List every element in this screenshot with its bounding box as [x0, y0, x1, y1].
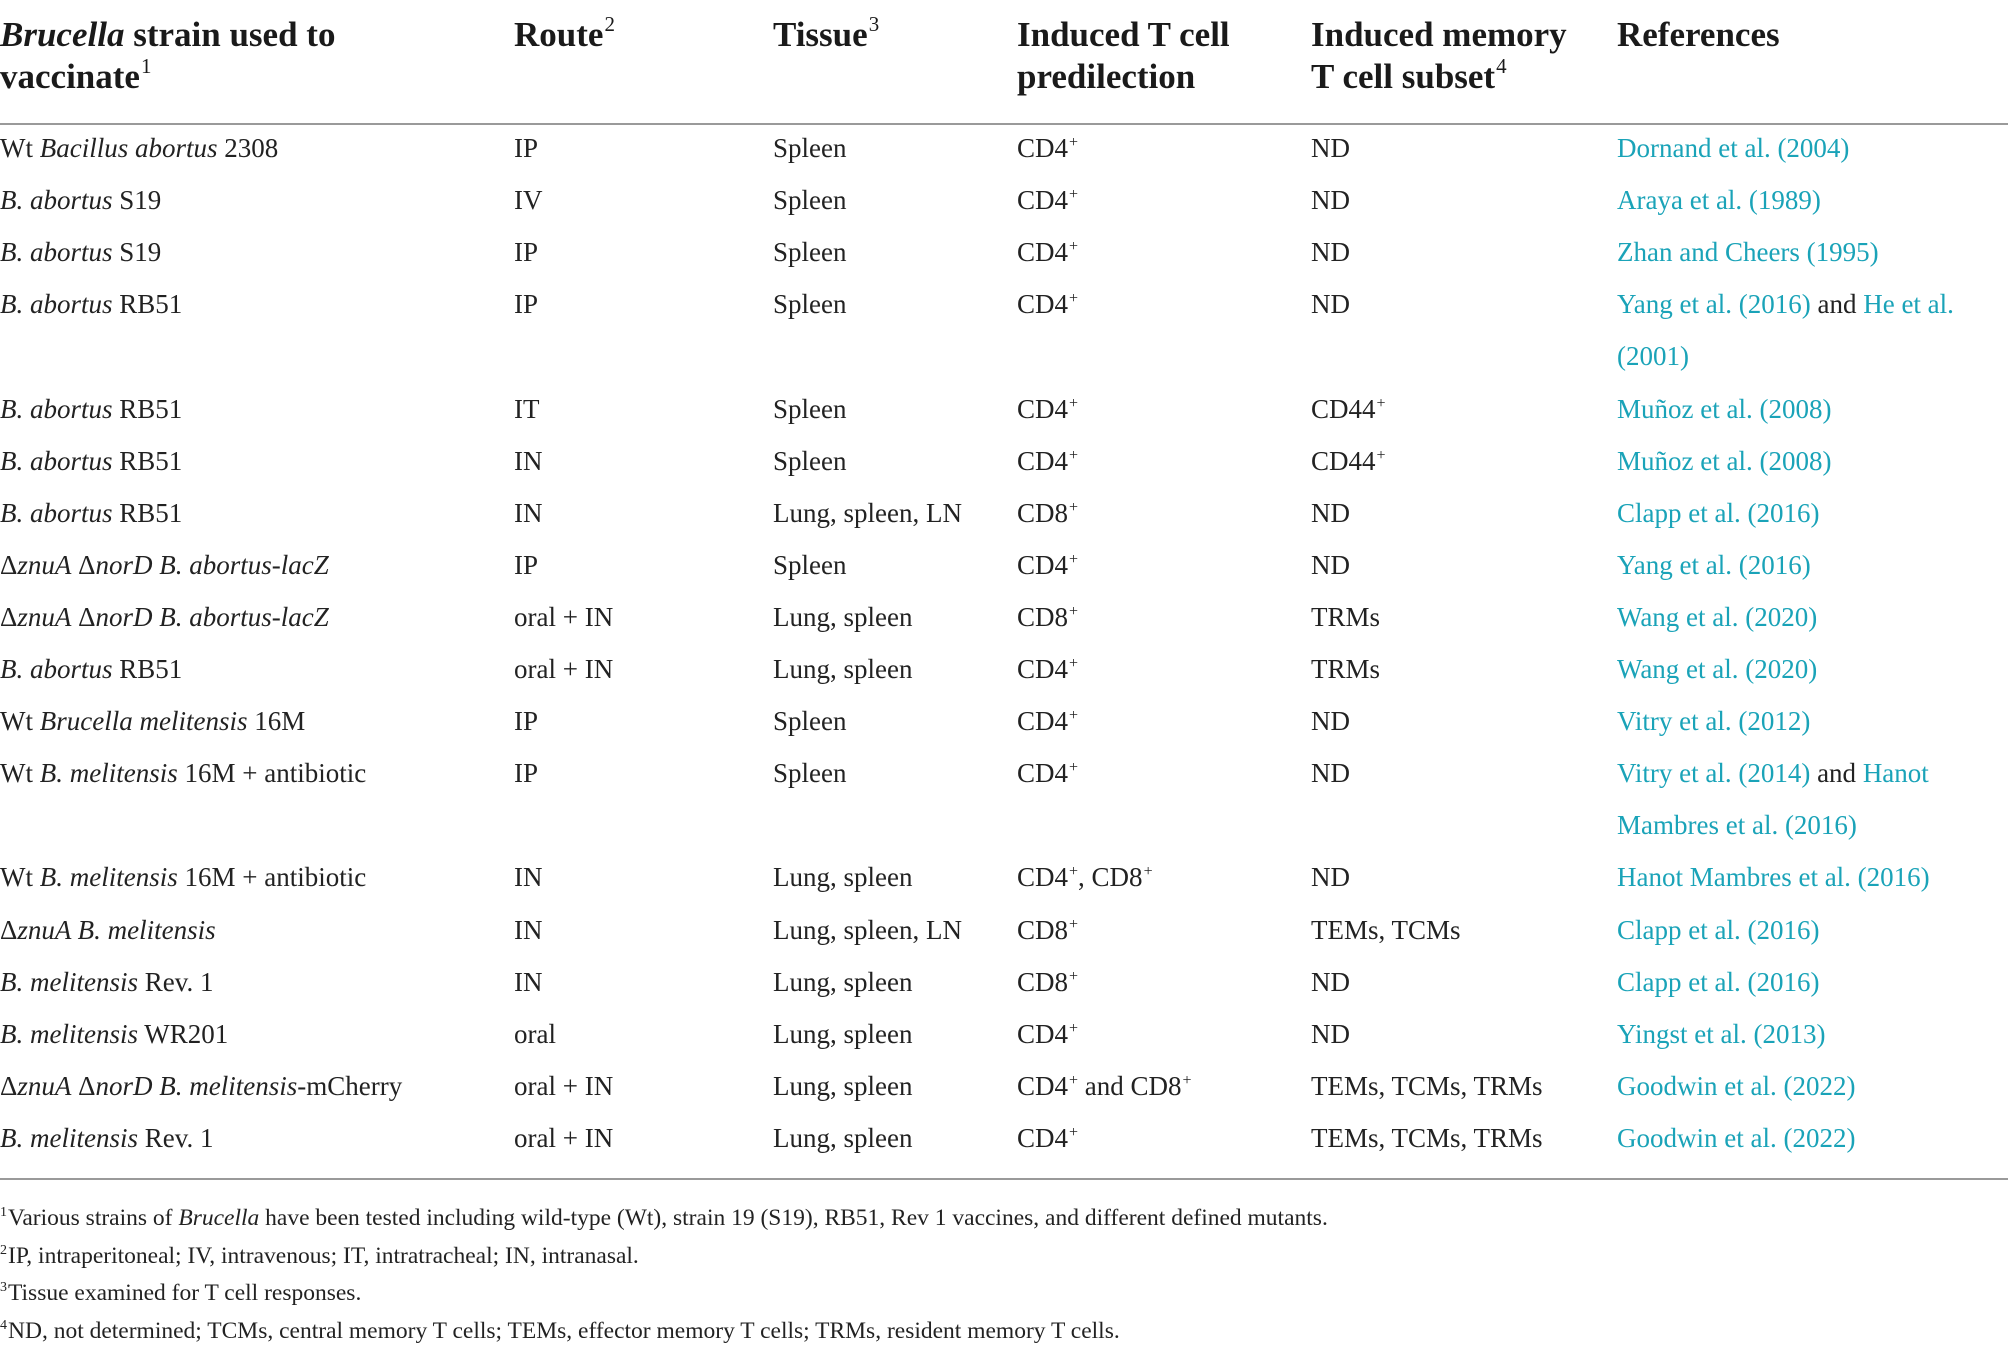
italic-text: B. abortus — [0, 393, 113, 424]
superscript: + — [1069, 498, 1079, 516]
tissue-cell: Spleen — [773, 758, 847, 789]
memory-cell: TEMs, TCMs — [1311, 914, 1461, 945]
tissue-cell: Lung, spleen, LN — [773, 914, 962, 945]
superscript: + — [1376, 394, 1386, 412]
strain-cell — [0, 487, 182, 539]
reference-link[interactable]: Wang et al. (2020) — [1617, 654, 1818, 684]
reference-link[interactable]: Hanot — [1862, 758, 1929, 789]
text-run: S19 — [112, 237, 162, 268]
reference-link[interactable]: (2001) — [1617, 341, 1689, 372]
footnote — [0, 1313, 1120, 1353]
text-run: WR201 — [137, 1018, 229, 1049]
tcell-cell — [1017, 487, 1078, 544]
references-cell — [1617, 1112, 1855, 1164]
memory-cell: ND — [1311, 549, 1350, 580]
strain-cell — [0, 174, 161, 226]
reference-link[interactable]: Mambres et al. (2016) — [1617, 810, 1857, 841]
tissue-cell: Spleen — [773, 393, 847, 424]
reference-link[interactable]: Vitry et al. (2014) — [1617, 758, 1811, 789]
reference-link[interactable]: Wang et al. (2020) — [1617, 601, 1818, 632]
superscript: + — [1182, 1071, 1192, 1089]
route-cell: oral + IN — [514, 654, 614, 684]
text-run: IP, intraperitoneal; IV, intravenous; IT, intratracheal; IN, intranasal. — [8, 1242, 639, 1269]
memory-cell: ND — [1311, 237, 1350, 268]
tcell-cell — [1017, 435, 1078, 492]
footnote — [0, 1200, 1328, 1240]
route-cell: IT — [514, 393, 540, 424]
tcell-cell — [1017, 904, 1078, 961]
superscript: + — [1069, 707, 1079, 725]
text-run: RB51 — [112, 654, 183, 684]
tissue-cell: Lung, spleen — [773, 601, 913, 632]
table-row — [0, 591, 2008, 643]
table-row-continuation — [0, 330, 2008, 382]
text-run: Δ — [0, 601, 18, 632]
memory-cell: ND — [1311, 185, 1350, 216]
references-cell — [1617, 122, 1849, 174]
header-memory-text: Induced memory — [1311, 15, 1567, 54]
header-route — [514, 14, 615, 60]
header-tissue-text: Tissue — [773, 15, 868, 54]
superscript: + — [1069, 238, 1079, 256]
tcell-marker: CD4 — [1017, 1018, 1069, 1049]
header-strain — [0, 14, 335, 102]
tissue-cell: Lung, spleen — [773, 1122, 913, 1153]
header-references-text: References — [1617, 15, 1780, 54]
strain-cell — [0, 695, 305, 747]
references-cell — [1617, 904, 1819, 956]
text-run: Wt — [0, 133, 40, 163]
table-row — [0, 122, 2008, 174]
italic-text: B. abortus — [0, 497, 113, 528]
footnote-marker: 4 — [0, 1317, 7, 1333]
tissue-cell: Lung, spleen, LN — [773, 497, 962, 528]
tcell-cell — [1017, 383, 1078, 440]
header-route-sup: 2 — [604, 12, 615, 36]
references-cell — [1617, 435, 1831, 487]
reference-link[interactable]: Muñoz et al. (2008) — [1617, 393, 1832, 424]
tcell-marker: CD4 — [1017, 1122, 1069, 1153]
italic-text: znuA — [17, 601, 72, 632]
table-row — [0, 1008, 2008, 1060]
table-row-continuation — [0, 799, 2008, 851]
references-cell — [1617, 383, 1831, 435]
strain-cell — [0, 1008, 228, 1060]
memory-cell: TEMs, TCMs, TRMs — [1311, 1070, 1543, 1101]
tcell-cell — [1017, 174, 1078, 231]
text-run: 2308 — [217, 133, 279, 163]
text-run: Δ — [0, 914, 18, 945]
strain-cell — [0, 435, 182, 487]
superscript: + — [1069, 863, 1079, 881]
italic-text: B. abortus — [0, 237, 113, 268]
table-row — [0, 383, 2008, 435]
memory-cell: ND — [1311, 862, 1350, 893]
reference-link[interactable]: Araya et al. (1989) — [1617, 185, 1821, 216]
italic-text: B. melitensis — [39, 758, 178, 789]
superscript: + — [1069, 290, 1079, 308]
memory-cell: TRMs — [1311, 601, 1381, 632]
header-strain-line2: vaccinate — [0, 57, 140, 96]
tissue-cell: Spleen — [773, 237, 847, 268]
tcell-marker: CD8 — [1017, 914, 1069, 945]
tcell-marker: CD4 — [1017, 445, 1069, 476]
table-row — [0, 226, 2008, 278]
header-references — [1617, 14, 1780, 56]
tcell-marker: CD8 — [1017, 601, 1069, 632]
route-cell: IP — [514, 549, 539, 580]
text-run: 16M + antibiotic — [177, 758, 367, 789]
strain-cell — [0, 383, 182, 435]
italic-text: norD B. abortus-lacZ — [95, 601, 329, 632]
text-run: ND, not determined; TCMs, central memory T cells; TEMs, effector memory T cells; TRMs, resident memory T cells. — [8, 1317, 1120, 1344]
text-run: Tissue examined for T cell responses. — [8, 1280, 362, 1306]
reference-link[interactable]: Dornand et al. (2004) — [1617, 133, 1850, 163]
italic-text: B. melitensis — [39, 862, 178, 893]
italic-text: B. abortus — [0, 445, 113, 476]
route-cell: IP — [514, 237, 539, 268]
route-cell: oral — [514, 1018, 556, 1049]
table-row — [0, 174, 2008, 226]
reference-link[interactable]: Muñoz et al. (2008) — [1617, 445, 1832, 476]
strain-cell — [0, 1112, 213, 1164]
header-tissue — [773, 14, 879, 60]
references-cell — [1617, 695, 1810, 747]
superscript: + — [1069, 759, 1079, 777]
table-row — [0, 435, 2008, 487]
tissue-cell: Lung, spleen — [773, 1018, 913, 1049]
references-cell — [1617, 799, 1857, 851]
reference-connector: and — [1810, 289, 1864, 320]
references-cell — [1617, 956, 1819, 1008]
text-run: Rev. 1 — [137, 1122, 214, 1153]
references-cell — [1617, 643, 1817, 695]
tcell-marker: CD8 — [1017, 497, 1069, 528]
italic-text: B. melitensis — [0, 1018, 138, 1049]
references-cell — [1617, 747, 1929, 799]
italic-text: Brucella — [178, 1205, 260, 1231]
italic-text: znuA — [17, 1070, 72, 1101]
italic-text: norD B. abortus-lacZ — [95, 549, 329, 580]
memory-cell: TRMs — [1311, 654, 1381, 684]
tcell-cell — [1017, 278, 1078, 335]
route-cell: IN — [514, 862, 543, 893]
route-cell: oral + IN — [514, 1070, 614, 1101]
reference-link[interactable]: Clapp et al. (2016) — [1617, 497, 1820, 528]
superscript: + — [1069, 1019, 1079, 1037]
table-row — [0, 695, 2008, 747]
tissue-cell: Spleen — [773, 706, 847, 737]
tissue-cell: Spleen — [773, 445, 847, 476]
reference-link[interactable]: Clapp et al. (2016) — [1617, 966, 1820, 997]
footnote — [0, 1275, 361, 1315]
reference-link[interactable]: Yang et al. (2016) — [1617, 289, 1811, 320]
text-run: S19 — [112, 185, 162, 216]
references-cell — [1617, 539, 1811, 591]
italic-text: znuA B. melitensis — [17, 914, 216, 945]
memory-cell: ND — [1311, 497, 1350, 528]
text-run: Δ — [71, 601, 96, 632]
table-row — [0, 851, 2008, 903]
text-run: 16M + antibiotic — [177, 862, 367, 893]
tcell-marker: and CD8 — [1078, 1070, 1182, 1101]
tissue-cell: Lung, spleen — [773, 966, 913, 997]
memory-cell: ND — [1311, 758, 1350, 789]
tcell-cell — [1017, 122, 1078, 179]
header-route-text: Route — [514, 15, 604, 54]
memory-cell: ND — [1311, 1018, 1350, 1049]
superscript: + — [1069, 967, 1079, 985]
italic-text: B. melitensis — [0, 1122, 138, 1153]
superscript: + — [1376, 446, 1386, 464]
route-cell: IN — [514, 914, 543, 945]
route-cell: IP — [514, 758, 539, 789]
strain-cell — [0, 278, 182, 330]
tissue-cell: Spleen — [773, 133, 847, 163]
table-row — [0, 487, 2008, 539]
tcell-marker: CD4 — [1017, 289, 1069, 320]
tcell-marker: CD4 — [1017, 706, 1069, 737]
superscript: + — [1069, 915, 1079, 933]
tcell-marker: CD4 — [1017, 758, 1069, 789]
reference-link[interactable]: Zhan and Cheers (1995) — [1617, 237, 1879, 268]
tissue-cell: Spleen — [773, 289, 847, 320]
reference-link[interactable]: Hanot Mambres et al. (2016) — [1617, 862, 1930, 893]
footnote-marker: 3 — [0, 1280, 7, 1295]
references-cell — [1617, 851, 1930, 903]
text-run: Rev. 1 — [137, 966, 214, 997]
reference-link[interactable]: He et al. — [1863, 289, 1954, 320]
table-row — [0, 747, 2008, 799]
table-row — [0, 643, 2008, 695]
superscript: + — [1069, 1071, 1079, 1089]
footnote-marker: 2 — [0, 1242, 7, 1258]
header-tcell-text: Induced T cell — [1017, 15, 1230, 54]
references-cell — [1617, 174, 1821, 226]
text-run: RB51 — [112, 289, 183, 320]
italic-text: znuA — [17, 549, 72, 580]
memory-cell: ND — [1311, 966, 1350, 997]
strain-cell — [0, 539, 329, 591]
italic-text: Brucella melitensis — [39, 706, 248, 737]
superscript: + — [1143, 863, 1153, 881]
strain-cell — [0, 643, 182, 695]
tcell-marker: CD4 — [1017, 185, 1069, 216]
strain-cell — [0, 591, 329, 643]
superscript: + — [1069, 134, 1079, 151]
header-memory-sup: 4 — [1496, 54, 1507, 78]
tcell-marker: CD4 — [1017, 654, 1069, 684]
tissue-cell: Spleen — [773, 549, 847, 580]
tcell-marker: CD4 — [1017, 1070, 1069, 1101]
memory-cell — [1311, 383, 1386, 440]
tissue-cell: Lung, spleen — [773, 862, 913, 893]
text-run: Δ — [71, 549, 96, 580]
route-cell: IV — [514, 185, 543, 216]
italic-text: B. abortus — [0, 289, 113, 320]
reference-link[interactable]: Yingst et al. (2013) — [1617, 1018, 1826, 1049]
superscript: + — [1069, 446, 1079, 464]
superscript: + — [1069, 602, 1079, 620]
table-row — [0, 904, 2008, 956]
table-row — [0, 278, 2008, 330]
memory-cell: ND — [1311, 133, 1350, 163]
tcell-marker: CD4 — [1017, 393, 1069, 424]
text-run: Δ — [0, 549, 18, 580]
memory-cell — [1311, 435, 1386, 492]
table-row — [0, 1060, 2008, 1112]
text-run: RB51 — [112, 445, 183, 476]
tcell-cell — [1017, 643, 1078, 700]
tcell-cell — [1017, 851, 1153, 908]
route-cell: IN — [514, 966, 543, 997]
memory-marker: CD44 — [1311, 393, 1376, 424]
reference-link[interactable]: Goodwin et al. (2022) — [1617, 1070, 1856, 1101]
superscript: + — [1069, 550, 1079, 568]
memory-cell: ND — [1311, 706, 1350, 737]
text-run: RB51 — [112, 393, 183, 424]
header-memory — [1311, 14, 1567, 102]
footnote-marker: 1 — [0, 1205, 7, 1220]
table-row — [0, 539, 2008, 591]
text-run: -mCherry — [297, 1070, 403, 1101]
route-cell: IP — [514, 133, 539, 163]
memory-marker: CD44 — [1311, 445, 1376, 476]
footnote — [0, 1238, 639, 1278]
header-strain-italic: Brucella — [0, 15, 125, 54]
header-strain-sup: 1 — [140, 54, 152, 78]
references-cell — [1617, 591, 1817, 643]
header-memory-line2: T cell subset — [1311, 57, 1496, 96]
strain-cell — [0, 122, 278, 174]
text-run: Wt — [0, 862, 40, 893]
tcell-marker: CD4 — [1017, 237, 1069, 268]
tcell-marker: CD8 — [1017, 966, 1069, 997]
strain-cell — [0, 851, 366, 903]
tcell-cell — [1017, 695, 1078, 752]
superscript: + — [1069, 186, 1079, 204]
superscript: + — [1069, 394, 1079, 412]
reference-link[interactable]: Clapp et al. (2016) — [1617, 914, 1820, 945]
tissue-cell: Lung, spleen — [773, 654, 913, 684]
text-run: Δ — [0, 1070, 18, 1101]
text-run: Wt — [0, 758, 40, 789]
header-tissue-sup: 3 — [868, 12, 880, 36]
route-cell: IN — [514, 497, 543, 528]
route-cell: IN — [514, 445, 543, 476]
header-tcell — [1017, 14, 1230, 98]
strain-cell — [0, 904, 216, 956]
tcell-marker: CD4 — [1017, 862, 1069, 893]
text-run: RB51 — [112, 497, 183, 528]
tissue-cell: Spleen — [773, 185, 847, 216]
strain-cell — [0, 1060, 402, 1112]
references-cell — [1617, 1060, 1855, 1112]
italic-text: B. abortus — [0, 654, 113, 684]
italic-text: Bacillus abortus — [39, 133, 218, 163]
italic-text: B. melitensis — [0, 966, 138, 997]
tcell-marker: CD4 — [1017, 133, 1069, 163]
tcell-cell — [1017, 226, 1078, 283]
tcell-cell — [1017, 956, 1078, 1013]
table-row — [0, 1112, 2008, 1164]
strain-cell — [0, 956, 213, 1008]
text-run: Various strains of — [8, 1205, 179, 1231]
reference-link[interactable]: Yang et al. (2016) — [1617, 549, 1811, 580]
tcell-cell — [1017, 539, 1078, 596]
route-cell: IP — [514, 289, 539, 320]
tcell-cell — [1017, 591, 1078, 648]
tcell-cell — [1017, 747, 1078, 804]
superscript: + — [1069, 655, 1079, 672]
header-tcell-line2: predilection — [1017, 57, 1196, 96]
tcell-cell — [1017, 1112, 1078, 1169]
italic-text: B. abortus — [0, 185, 113, 216]
table-row — [0, 956, 2008, 1008]
text-run: have been tested including wild-type (Wt), strain 19 (S19), RB51, Rev 1 vaccines, and different defined mutants. — [259, 1205, 1328, 1231]
text-run: Δ — [71, 1070, 96, 1101]
references-cell — [1617, 226, 1879, 278]
memory-cell: TEMs, TCMs, TRMs — [1311, 1122, 1543, 1153]
text-run: Wt — [0, 706, 40, 737]
references-cell — [1617, 278, 1954, 330]
text-run: 16M — [247, 706, 306, 737]
memory-cell: ND — [1311, 289, 1350, 320]
superscript: + — [1069, 1123, 1079, 1141]
tcell-cell — [1017, 1008, 1078, 1065]
reference-link[interactable]: Vitry et al. (2012) — [1617, 706, 1811, 737]
route-cell: oral + IN — [514, 1122, 614, 1153]
references-cell — [1617, 487, 1819, 539]
footer-divider — [0, 1178, 2008, 1180]
tcell-cell — [1017, 1060, 1192, 1117]
tcell-marker: , CD8 — [1078, 862, 1143, 893]
strain-cell — [0, 226, 161, 278]
header-strain-text: strain used to — [124, 15, 336, 54]
reference-connector: and — [1810, 758, 1863, 789]
route-cell: IP — [514, 706, 539, 737]
references-cell — [1617, 1008, 1825, 1060]
reference-link[interactable]: Goodwin et al. (2022) — [1617, 1122, 1856, 1153]
strain-cell — [0, 747, 366, 799]
tcell-marker: CD4 — [1017, 549, 1069, 580]
italic-text: norD B. melitensis — [95, 1070, 298, 1101]
route-cell: oral + IN — [514, 601, 614, 632]
tissue-cell: Lung, spleen — [773, 1070, 913, 1101]
references-cell — [1617, 330, 1689, 382]
